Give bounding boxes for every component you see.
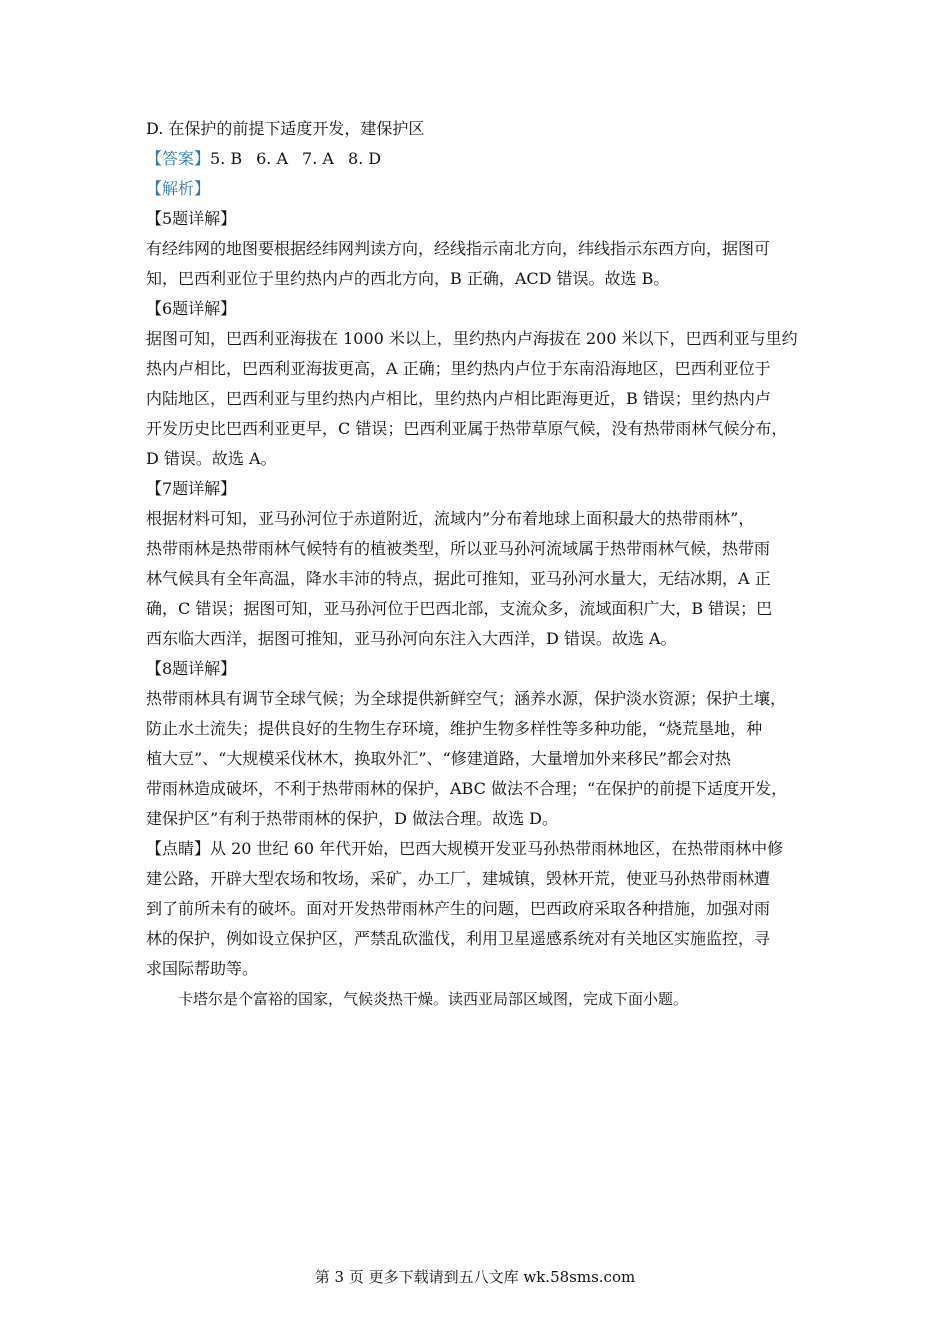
q8-line: 建保护区”有利于热带雨林的保护，D 做法合理。故选 D。 — [146, 809, 559, 828]
q5-header: 【5题详解】 — [146, 209, 237, 228]
point-text: 从 20 世纪 60 年代开始，巴西大规模开发亚马孙热带雨林地区，在热带雨林中修 — [210, 839, 784, 858]
q7-line: 确，C 错误；据图可知，亚马孙河位于巴西北部，支流众多，流域面积广大，B 错误；巴 — [146, 599, 773, 618]
q6-line: 热内卢相比，巴西利亚海拔更高，A 正确；里约热内卢位于东南沿海地区，巴西利亚位于 — [146, 359, 771, 378]
q7-line: 根据材料可知，亚马孙河位于赤道附近，流域内”分布着地球上面积最大的热带雨林”， — [146, 509, 755, 528]
answer-8: 8. D — [347, 149, 382, 168]
q6-line: 据图可知，巴西利亚海拔在 1000 米以上，里约热内卢海拔在 200 米以下，巴西利亚与里约 — [146, 329, 798, 348]
point-line: 林的保护，例如设立保护区，严禁乱砍滥伐，利用卫星遥感系统对有关地区实施监控，寻 — [146, 929, 771, 948]
point-label: 【点睛】 — [146, 839, 211, 858]
q7-line: 热带雨林是热带雨林气候特有的植被类型，所以亚马孙河流域属于热带雨林气候，热带雨 — [146, 539, 771, 558]
point-line: 到了前所未有的破坏。面对开发热带雨林产生的问题，巴西政府采取各种措施，加强对雨 — [146, 899, 771, 918]
q6-line: 内陆地区，巴西利亚与里约热内卢相比，里约热内卢相比距海更近，B 错误；里约热内卢 — [146, 389, 771, 408]
q6-line: D 错误。故选 A。 — [146, 449, 277, 468]
point-line: 求国际帮助等。 — [146, 959, 259, 978]
q5-line: 有经纬网的地图要根据经纬网判读方向，经线指示南北方向，纬线指示东西方向，据图可 — [146, 239, 771, 258]
q5-line: 知，巴西利亚位于里约热内卢的西北方向，B 正确，ACD 错误。故选 B。 — [146, 269, 670, 288]
q7-line: 林气候具有全年高温，降水丰沛的特点，据此可推知，亚马孙河水量大，无结冰期，A 正 — [146, 569, 771, 588]
answer-5: 5. B — [210, 149, 243, 168]
option-d: D. 在保护的前提下适度开发，建保护区 — [146, 119, 425, 138]
analysis-label: 【解析】 — [146, 179, 211, 198]
answer-line — [146, 144, 814, 174]
answer-label: 【答案】 — [146, 149, 211, 168]
answer-7: 7. A — [302, 149, 334, 168]
page-footer: 第 3 页 更多下载请到五八文库 wk.58sms.com — [314, 1268, 636, 1286]
q8-line: 防止水土流失；提供良好的生物生存环境，维护生物多样性等多种功能，“烧荒垦地，种 — [146, 719, 763, 738]
q8-line: 带雨林造成破坏，不利于热带雨林的保护，ABC 做法不合理；“在保护的前提下适度开发， — [146, 779, 788, 798]
q8-line: 植大豆”、“大规模采伐林木，换取外汇”、“修建道路，大量增加外来移民”都会对热 — [146, 749, 731, 768]
q6-header: 【6题详解】 — [146, 299, 237, 318]
q7-line: 西东临大西洋，据图可推知，亚马孙河向东注入大西洋，D 错误。故选 A。 — [146, 629, 677, 648]
point-line: 建公路，开辟大型农场和牧场，采矿，办工厂，建城镇，毁林开荒，使亚马孙热带雨林遭 — [146, 869, 771, 888]
answer-6: 6. A — [256, 149, 289, 168]
q8-line: 热带雨林具有调节全球气候；为全球提供新鲜空气；涵养水源，保护淡水资源；保护土壤， — [146, 689, 787, 708]
next-question-intro: 卡塔尔是个富裕的国家，气候炎热干燥。读西亚局部区域图，完成下面小题。 — [178, 990, 689, 1008]
page-content — [146, 114, 814, 1014]
q6-line: 开发历史比巴西利亚更早，C 错误；巴西利亚属于热带草原气候，没有热带雨林气候分布， — [146, 419, 788, 438]
point-line — [146, 834, 814, 864]
q7-header: 【7题详解】 — [146, 479, 237, 498]
q8-header: 【8题详解】 — [146, 659, 237, 678]
